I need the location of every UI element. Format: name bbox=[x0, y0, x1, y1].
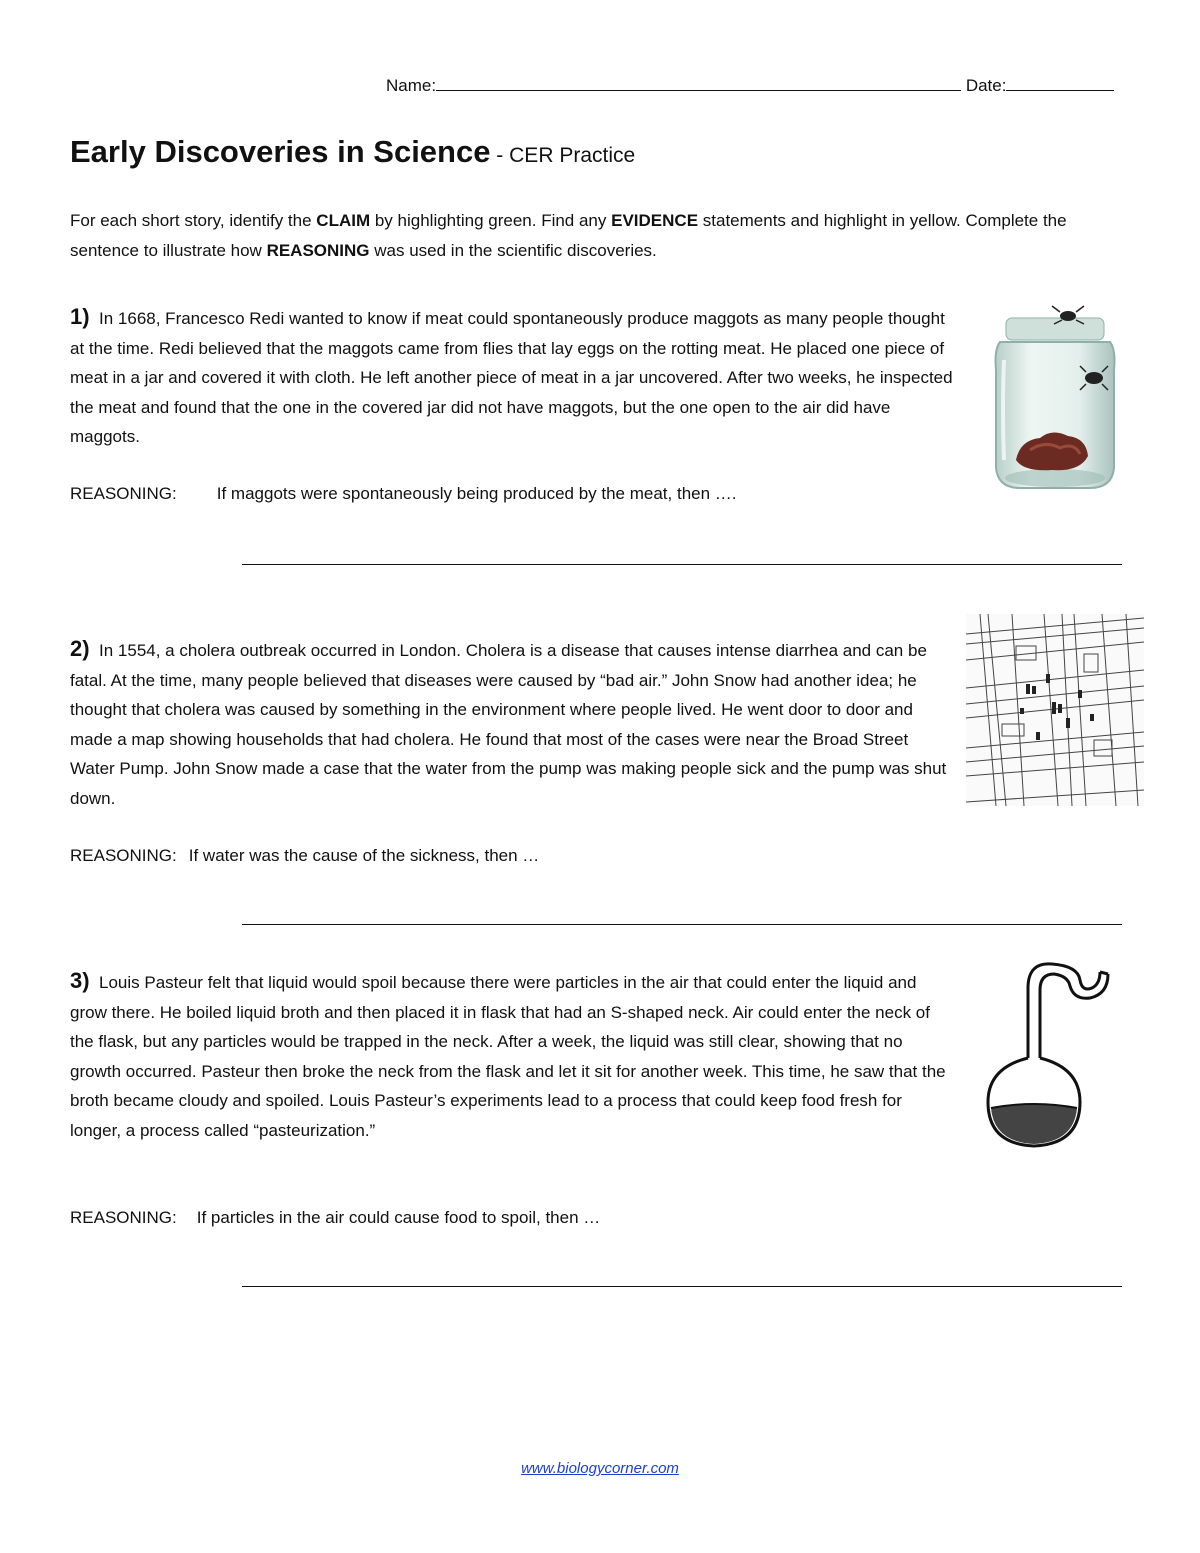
date-label: Date: bbox=[965, 76, 1007, 95]
reasoning-label: REASONING: bbox=[70, 484, 177, 503]
reasoning-prompt: If maggots were spontaneously being produced by the meat, then …. bbox=[216, 484, 737, 503]
answer-line-3[interactable] bbox=[242, 1286, 1122, 1287]
name-date-header bbox=[386, 74, 1114, 96]
title-dash: - bbox=[490, 144, 510, 167]
instructions-text: was used in the scientific discoveries. bbox=[369, 240, 657, 260]
reasoning-prompt: If water was the cause of the sickness, then … bbox=[188, 846, 540, 865]
instructions-text: For each short story, identify the bbox=[70, 211, 317, 230]
page-title bbox=[70, 134, 635, 170]
claim-keyword: CLAIM bbox=[316, 211, 371, 230]
story-number: 1) bbox=[70, 304, 90, 329]
story-1 bbox=[70, 302, 955, 452]
swan-neck-flask-image bbox=[982, 958, 1112, 1150]
story-text: In 1668, Francesco Redi wanted to know if meat could spontaneously produce maggots as many people thought at the time. Redi believed that the maggots came from flies that lay eggs on the rotting meat. He placed one piece of meat in a jar and covered it with cloth. He left another piece of meat in a jar uncovered. After two weeks, he inspected the meat and found that the one in the covered jar did not have maggots, but the one open to the air did have maggots. bbox=[70, 309, 953, 446]
name-label: Name: bbox=[386, 76, 437, 95]
story-2 bbox=[70, 634, 955, 813]
footer bbox=[0, 1460, 1200, 1477]
cholera-map-image bbox=[966, 614, 1144, 806]
instructions-text: by highlighting green. Find any bbox=[370, 211, 612, 230]
reasoning-label: REASONING: bbox=[70, 1208, 177, 1227]
reasoning-1 bbox=[70, 484, 737, 504]
answer-line-1[interactable] bbox=[242, 564, 1122, 565]
date-blank[interactable] bbox=[1006, 74, 1114, 91]
title-main: Early Discoveries in Science bbox=[70, 134, 491, 169]
title-sub: CER Practice bbox=[509, 144, 636, 167]
reasoning-keyword: REASONING bbox=[266, 240, 370, 260]
footer-link[interactable]: www.biologycorner.com bbox=[521, 1460, 679, 1477]
instructions bbox=[70, 206, 1130, 265]
story-3 bbox=[70, 966, 955, 1145]
reasoning-prompt: If particles in the air could cause food to spoil, then … bbox=[196, 1208, 601, 1227]
story-number: 2) bbox=[70, 636, 90, 661]
answer-line-2[interactable] bbox=[242, 924, 1122, 925]
reasoning-2 bbox=[70, 846, 539, 866]
jar-image bbox=[990, 300, 1120, 492]
instructions-text: statements and highlight in yellow. Complete the sentence to illustrate how bbox=[70, 211, 1067, 260]
story-text: Louis Pasteur felt that liquid would spoil because there were particles in the air that could enter the liquid and grow there. He boiled liquid broth and then placed it in flask that had an S-shaped neck. Air could enter the neck of the flask, but any particles would be trapped in the neck. After a week, the liquid was still clear, showing that no growth occurred. Pasteur then broke the neck from the flask and let it sit for another week. This time, he saw that the broth became cloudy and spoiled. Louis Pasteur’s experiments lead to a process that could keep food fresh for longer, a process called “pasteurization.” bbox=[70, 973, 946, 1140]
name-blank[interactable] bbox=[436, 74, 961, 91]
evidence-keyword: EVIDENCE bbox=[611, 211, 699, 230]
story-number: 3) bbox=[70, 968, 90, 993]
story-text: In 1554, a cholera outbreak occurred in London. Cholera is a disease that causes intense diarrhea and can be fatal. At the time, many people believed that diseases were caused by “bad air.” John Snow had another idea; he thought that cholera was caused by something in the environment where people lived. He went door to door and made a map showing households that had cholera. He found that most of the cases were near the Broad Street Water Pump. John Snow made a case that the water from the pump was making people sick and the pump was shut down. bbox=[70, 641, 947, 808]
reasoning-label: REASONING: bbox=[70, 846, 177, 865]
reasoning-3 bbox=[70, 1208, 600, 1228]
